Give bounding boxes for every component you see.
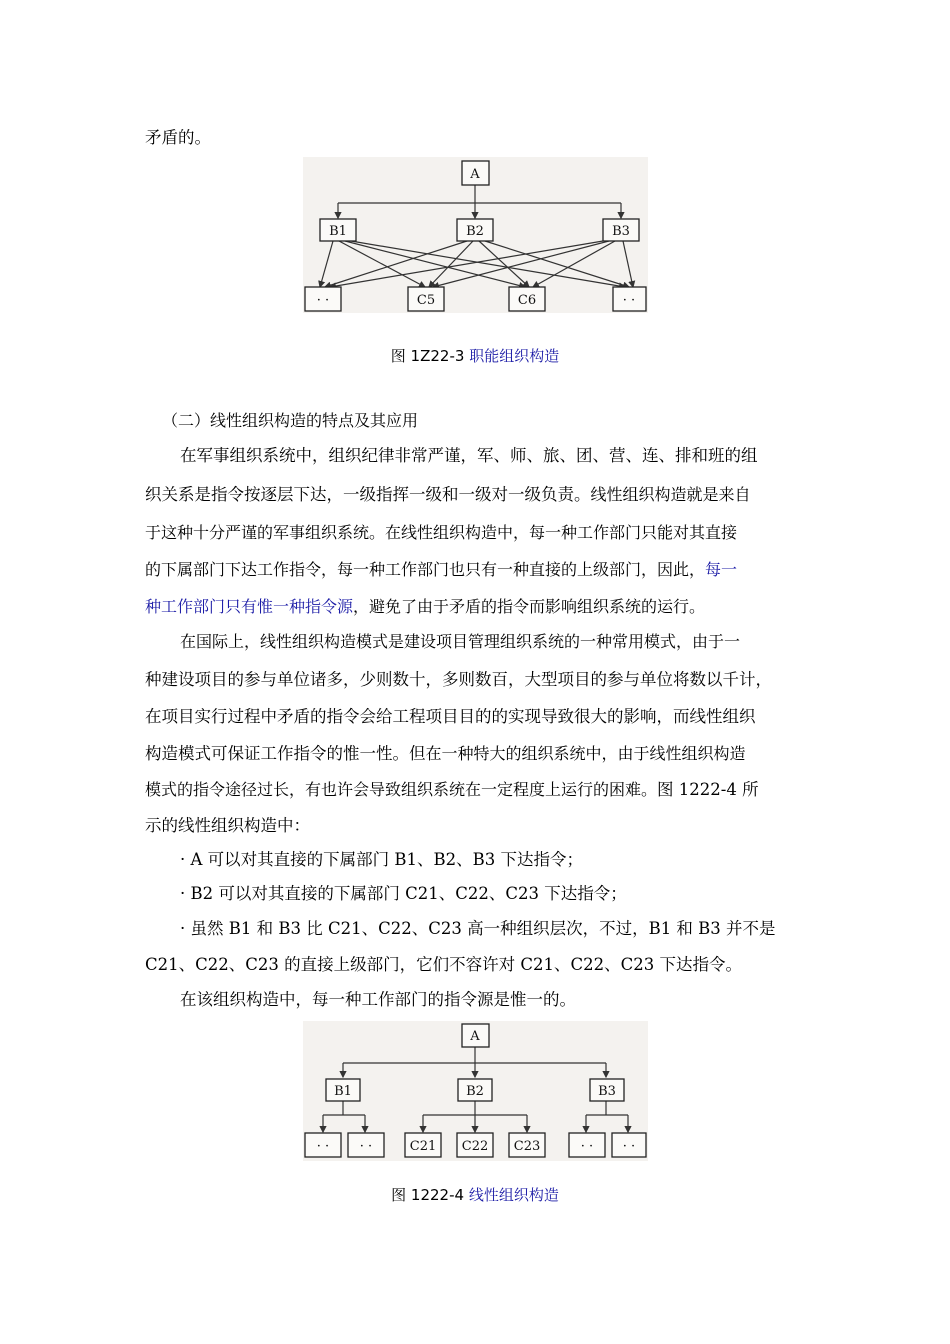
para1-line3: 于这种十分严谨的军事组织系统。在线性组织构造中，每一种工作部门只能对其直接: [145, 523, 738, 542]
para2-line3: 在项目实行过程中矛盾的指令会给工程项目目的的实现导致很大的影响，而线性组织: [145, 707, 756, 726]
para2-line4a: 构造模式可保证工作指令的惟一性。但: [145, 744, 426, 763]
node-b2: B2: [466, 224, 484, 239]
functional-structure-diagram: [303, 157, 648, 313]
para2-line1a: 在国际上，线性组织构造模式是建设项目管理组织系统的一种常用模式: [180, 632, 677, 651]
linear-node-c23: C23: [513, 1139, 541, 1154]
para2-line1b: ，由于一: [676, 632, 741, 651]
figure-linear-structure: [303, 1021, 648, 1161]
para1-line5-link[interactable]: 种工作部门只有惟一种指令源: [145, 597, 354, 616]
para1-line4-link[interactable]: 每一: [705, 560, 738, 579]
figure2-caption-prefix: 图 1222-4: [391, 1186, 469, 1204]
linear-node-b3-child-2: · ·: [622, 1139, 636, 1154]
figure1-caption-prefix: 图 1Z22-3: [390, 347, 470, 365]
para1-line4: [145, 560, 737, 580]
para2-line1: [180, 632, 740, 652]
para1-line4a: 的下属部门下达工作指令，每一种工作部门也只有一种直接的上级部门，因此，: [145, 560, 706, 579]
para2-line5a: 模式的指令途径过长，有也许会导致组织系统在一定程度上运行的困难。: [145, 780, 658, 799]
linear-node-c21: C21: [409, 1139, 437, 1154]
bullet-1: · A 可以对其直接的下属部门 B1、B2、B3 下达指令；: [180, 850, 584, 869]
figure1-caption-link[interactable]: 职能组织构造: [469, 347, 560, 365]
para2-line4: [145, 744, 746, 764]
para2-line5b: 图 1222-4 所: [657, 780, 759, 799]
linear-node-b3: B3: [598, 1084, 616, 1099]
para2-line2: 种建设项目的参与单位诸多，少则数十，多则数百，大型项目的参与单位将数以千计，: [145, 670, 772, 689]
linear-node-b3-child-1: · ·: [580, 1139, 594, 1154]
para1-line2a: 织关系是指令按逐层下达，一级指挥一级和一级对一级负责。: [145, 485, 591, 504]
figure2-caption: [0, 1184, 950, 1205]
bullet-3-line2: C21、C22、C23 的直接上级部门，它们不容许对 C21、C22、C23 下达指令。: [145, 955, 742, 974]
node-a: A: [470, 167, 480, 182]
top-text: 矛盾的。: [145, 128, 211, 147]
bullet-2: · B2 可以对其直接的下属部门 C21、C22、C23 下达指令；: [180, 884, 627, 903]
figure-functional-structure: [303, 157, 648, 313]
node-c5: C5: [416, 293, 436, 308]
para1-line5b: ，避免了由于矛盾的指令而影响组织系统的运行。: [353, 597, 706, 616]
para1-line1: 在军事组织系统中，组织纪律非常严谨，军、师、旅、团、营、连、排和班的组: [180, 446, 758, 465]
closing-text: 在该组织构造中，每一种工作部门的指令源是惟一的。: [180, 990, 576, 1009]
linear-node-a: A: [470, 1029, 480, 1044]
figure2-caption-link[interactable]: 线性组织构造: [468, 1186, 559, 1204]
para1-line5: [145, 597, 705, 617]
section-heading: （二）线性组织构造的特点及其应用: [162, 411, 419, 430]
para1-line2: [145, 485, 751, 505]
linear-structure-diagram: [303, 1021, 648, 1161]
linear-node-b1: B1: [334, 1084, 352, 1099]
node-b3: B3: [612, 224, 630, 239]
linear-node-b1-child-1: · ·: [316, 1139, 330, 1154]
node-b1: B1: [329, 224, 347, 239]
figure1-caption: [0, 345, 950, 366]
para2-line4b: 在一种特大的组织系统中，由于线性组织构造: [425, 744, 746, 763]
node-c-left: · ·: [316, 293, 330, 308]
node-c-right: · ·: [622, 293, 636, 308]
para2-line6: 示的线性组织构造中：: [145, 816, 310, 835]
linear-node-b2: B2: [466, 1084, 484, 1099]
bullet-3-line1: · 虽然 B1 和 B3 比 C21、C22、C23 高一种组织层次，不过，B1 和 B3 并不是: [180, 919, 776, 938]
linear-node-b1-child-2: · ·: [359, 1139, 373, 1154]
para1-line2b: 线性组织构造就是来自: [590, 485, 751, 504]
node-c6: C6: [517, 293, 537, 308]
para2-line5: [145, 780, 759, 800]
linear-node-c22: C22: [461, 1139, 489, 1154]
